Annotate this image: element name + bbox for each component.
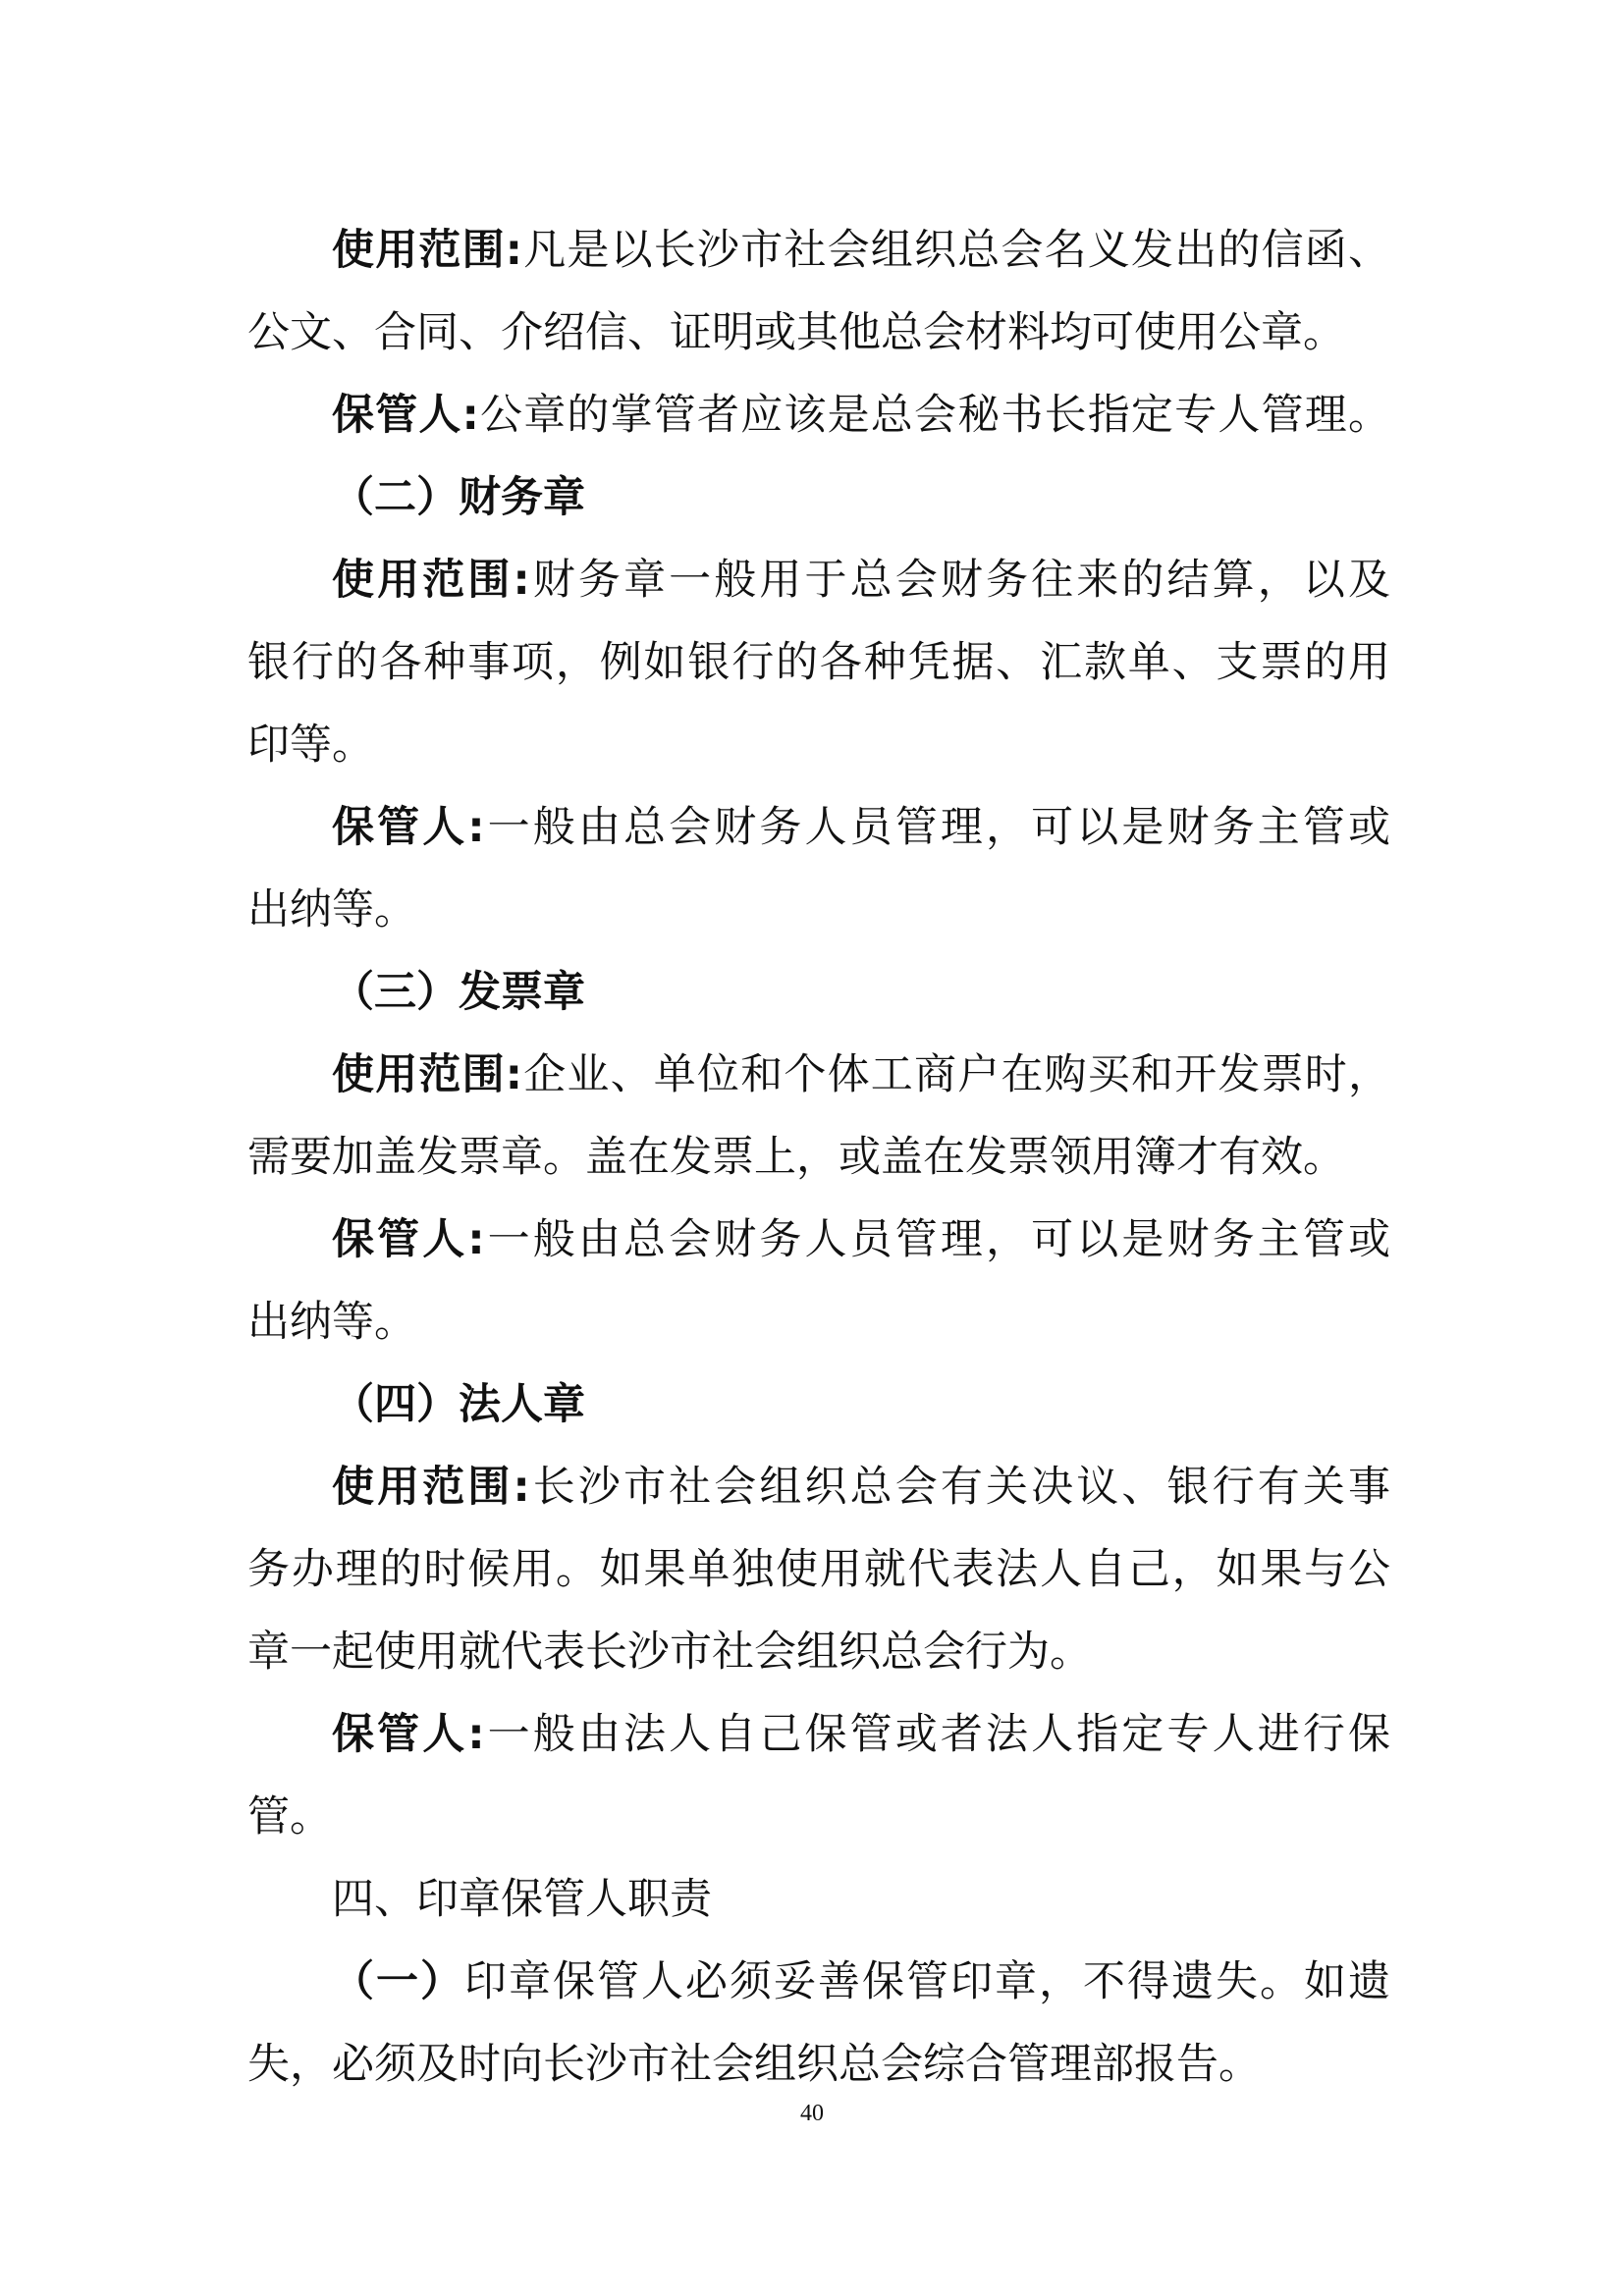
paragraph-line	[247, 374, 1390, 456]
paragraph-text: 出纳等。	[247, 885, 416, 934]
paragraph-text: 务办理的时候用。如果单独使用就代表法人自己，如果与公	[247, 1545, 1390, 1594]
paragraph-line	[247, 2023, 1390, 2106]
paragraph-text: 章一起使用就代表长沙市社会组织总会行为。	[247, 1628, 1092, 1677]
paragraph-text: 印等。	[247, 721, 374, 770]
field-label: 保管人:	[332, 803, 485, 852]
paragraph-line	[247, 704, 1390, 786]
paragraph-line	[247, 539, 1390, 621]
paragraph-line	[247, 1281, 1390, 1363]
paragraph-text: 银行的各种事项，例如银行的各种凭据、汇款单、支票的用	[247, 638, 1390, 687]
page-number: 40	[800, 2101, 824, 2126]
paragraph-text: 公文、合同、介绍信、证明或其他总会材料均可使用公章。	[247, 308, 1345, 357]
paragraph-line	[247, 1941, 1390, 2023]
paragraph-text: 失，必须及时向长沙市社会组织总会综合管理部报告。	[247, 2040, 1261, 2089]
paragraph-text: 一般由总会财务人员管理，可以是财务主管或	[484, 803, 1390, 852]
paragraph-text: 企业、单位和个体工商户在购买和开发票时，	[522, 1050, 1390, 1099]
subsection-heading: （二）财务章	[332, 473, 585, 522]
paragraph-line	[247, 869, 1390, 951]
paragraph-text: 需要加盖发票章。盖在发票上，或盖在发票领用簿才有效。	[247, 1133, 1345, 1182]
paragraph-line	[247, 1034, 1390, 1116]
field-label: 保管人:	[332, 1215, 485, 1264]
paragraph-text: 出纳等。	[247, 1298, 416, 1347]
paragraph-text: 财务章一般用于总会财务往来的结算，以及	[529, 556, 1390, 605]
paragraph-line	[247, 1611, 1390, 1693]
field-label: 使用范围:	[332, 1050, 522, 1099]
paragraph-line	[247, 1776, 1390, 1858]
subsection-heading: （三）发票章	[332, 968, 585, 1017]
paragraph-line	[247, 1199, 1390, 1281]
paragraph-line	[247, 209, 1390, 292]
paragraph-text: 凡是以长沙市社会组织总会名义发出的信函、	[522, 226, 1390, 275]
field-label: 保管人:	[332, 391, 479, 440]
paragraph-text: 一般由法人自己保管或者法人指定专人进行保	[484, 1710, 1390, 1759]
document-body	[247, 209, 1390, 2106]
subsection-heading: （四）法人章	[332, 1380, 585, 1429]
paragraph-text: 印章保管人必须妥善保管印章，不得遗失。如遗	[464, 1957, 1390, 2006]
section-heading: 四、印章保管人职责	[332, 1875, 712, 1924]
paragraph-text: 长沙市社会组织总会有关决议、银行有关事	[529, 1463, 1390, 1512]
field-label: （一）	[332, 1957, 464, 2006]
paragraph-text: 管。	[247, 1792, 332, 1842]
field-label: 使用范围:	[332, 556, 530, 605]
paragraph-line	[247, 786, 1390, 869]
paragraph-line	[247, 292, 1390, 374]
field-label: 使用范围:	[332, 226, 522, 275]
paragraph-line	[247, 1446, 1390, 1528]
field-label: 保管人:	[332, 1710, 485, 1759]
paragraph-text: 公章的掌管者应该是总会秘书长指定专人管理。	[478, 391, 1390, 440]
paragraph-line	[247, 1116, 1390, 1199]
field-label: 使用范围:	[332, 1463, 530, 1512]
paragraph-line	[247, 1693, 1390, 1776]
paragraph-line	[247, 1528, 1390, 1611]
paragraph-text: 一般由总会财务人员管理，可以是财务主管或	[484, 1215, 1390, 1264]
paragraph-line	[247, 621, 1390, 704]
